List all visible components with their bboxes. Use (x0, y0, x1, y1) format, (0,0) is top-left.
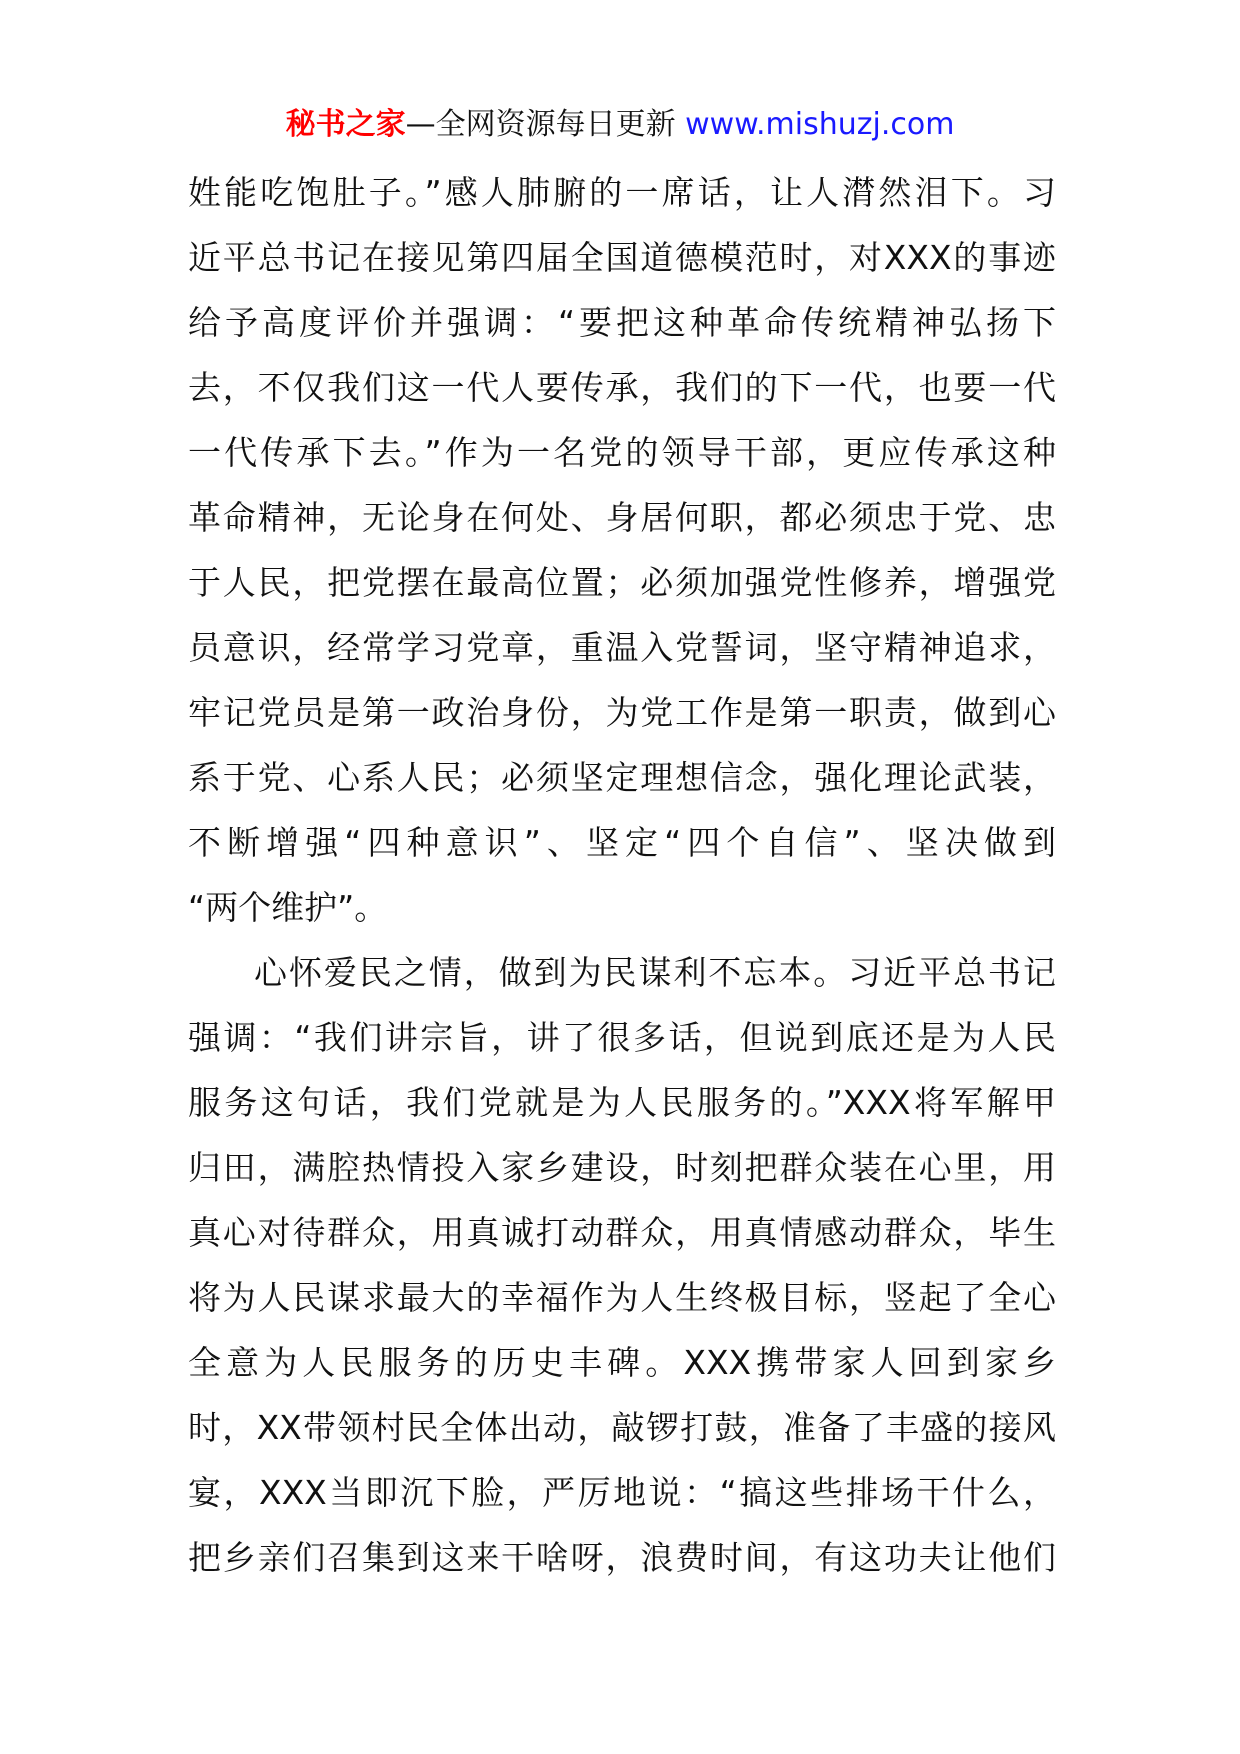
text-line: 全意为人民服务的历史丰碑。XXX携带家人回到家乡 (188, 1343, 1056, 1382)
text-line: 牢记党员是第一政治身份，为党工作是第一职责，做到心 (188, 693, 1056, 732)
text-line: 把乡亲们召集到这来干啥呀，浪费时间，有这功夫让他们 (188, 1538, 1056, 1577)
text-line: 服务这句话，我们党就是为人民服务的。”XXX将军解甲 (188, 1083, 1056, 1122)
text-line: 员意识，经常学习党章，重温入党誓词，坚守精神追求， (188, 628, 1056, 667)
site-url-link[interactable]: www.mishuzj.com (685, 107, 955, 142)
text-line: 将为人民谋求最大的幸福作为人生终极目标，竖起了全心 (188, 1278, 1056, 1317)
text-line: 一代传承下去。”作为一名党的领导干部，更应传承这种 (188, 433, 1056, 472)
text-line: 近平总书记在接见第四届全国道德模范时，对XXX的事迹 (188, 238, 1056, 277)
text-line: 时，XX带领村民全体出动，敲锣打鼓，准备了丰盛的接风 (188, 1408, 1056, 1447)
text-line: 宴，XXX当即沉下脸，严厉地说：“搞这些排场干什么， (188, 1473, 1056, 1512)
text-line: 革命精神，无论身在何处、身居何职，都必须忠于党、忠 (188, 498, 1056, 537)
page-header (0, 100, 1240, 150)
document-body (188, 160, 1056, 1590)
text-line: 不断增强“四种意识”、坚定“四个自信”、坚决做到 (188, 823, 1056, 862)
text-line: 归田，满腔热情投入家乡建设，时刻把群众装在心里，用 (188, 1148, 1056, 1187)
text-line: “两个维护”。 (188, 888, 388, 927)
text-line: 真心对待群众，用真诚打动群众，用真情感动群众，毕生 (188, 1213, 1056, 1252)
paragraph-start-line: 心怀爱民之情，做到为民谋利不忘本。习近平总书记 (254, 953, 1056, 992)
text-line: 给予高度评价并强调：“要把这种革命传统精神弘扬下 (188, 303, 1056, 342)
header-tagline: —全网资源每日更新 (405, 107, 686, 142)
brand-name: 秘书之家 (285, 107, 406, 142)
text-line: 姓能吃饱肚子。”感人肺腑的一席话，让人潸然泪下。习 (188, 173, 1056, 212)
text-line: 于人民，把党摆在最高位置；必须加强党性修养，增强党 (188, 563, 1056, 602)
text-line: 系于党、心系人民；必须坚定理想信念，强化理论武装， (188, 758, 1056, 797)
text-line: 强调：“我们讲宗旨，讲了很多话，但说到底还是为人民 (188, 1018, 1056, 1057)
text-line: 去，不仅我们这一代人要传承，我们的下一代，也要一代 (188, 368, 1056, 407)
